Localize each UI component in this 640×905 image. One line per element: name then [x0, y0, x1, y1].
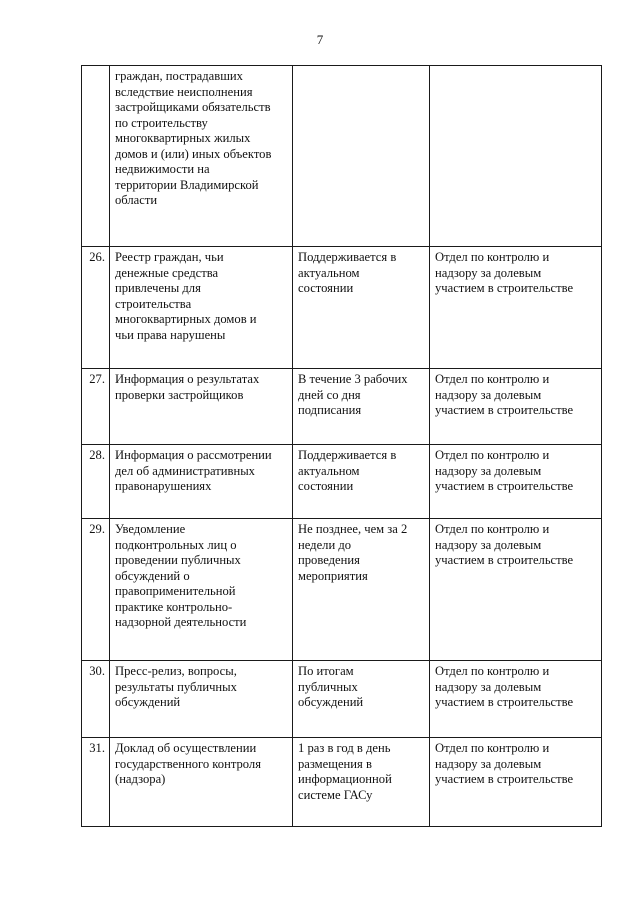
row-term: По итогам публичных обсуждений — [293, 661, 430, 738]
row-number: 28. — [82, 445, 110, 519]
row-department: Отдел по контролю и надзору за долевым участием в строительстве — [430, 247, 602, 369]
info-table — [81, 65, 602, 827]
row-term — [293, 66, 430, 247]
row-department: Отдел по контролю и надзору за долевым участием в строительстве — [430, 445, 602, 519]
row-name: Информация о результатах проверки застройщиков — [110, 369, 293, 445]
table-row — [82, 369, 602, 445]
row-number — [82, 66, 110, 247]
row-term: Не позднее, чем за 2 недели до проведения мероприятия — [293, 519, 430, 661]
row-number: 30. — [82, 661, 110, 738]
row-number: 27. — [82, 369, 110, 445]
row-name: Доклад об осуществлении государственного контроля (надзора) — [110, 738, 293, 827]
table-row — [82, 247, 602, 369]
row-name: Информация о рассмотрении дел об административных правонарушениях — [110, 445, 293, 519]
table-row — [82, 738, 602, 827]
row-number: 26. — [82, 247, 110, 369]
row-number: 29. — [82, 519, 110, 661]
row-department: Отдел по контролю и надзору за долевым участием в строительстве — [430, 519, 602, 661]
row-number: 31. — [82, 738, 110, 827]
row-department: Отдел по контролю и надзору за долевым участием в строительстве — [430, 738, 602, 827]
table-row — [82, 445, 602, 519]
row-department — [430, 66, 602, 247]
table-row — [82, 66, 602, 247]
row-term: В течение 3 рабочих дней со дня подписания — [293, 369, 430, 445]
row-department: Отдел по контролю и надзору за долевым участием в строительстве — [430, 661, 602, 738]
row-term: 1 раз в год в день размещения в информационной системе ГАСу — [293, 738, 430, 827]
row-term: Поддерживается в актуальном состоянии — [293, 247, 430, 369]
row-name: граждан, пострадавших вследствие неисполнения застройщиками обязательств по строительству многоквартирных жилых домов и (или) иных объектов недвижимости на территории Владимирской области — [110, 66, 293, 247]
row-name: Реестр граждан, чьи денежные средства привлечены для строительства многоквартирных домов и чьи права нарушены — [110, 247, 293, 369]
table-row — [82, 519, 602, 661]
page-number: 7 — [316, 32, 324, 47]
row-department: Отдел по контролю и надзору за долевым участием в строительстве — [430, 369, 602, 445]
table-row — [82, 661, 602, 738]
row-name: Уведомление подконтрольных лиц о проведении публичных обсуждений о правоприменительной практике контрольно- надзорной деятельности — [110, 519, 293, 661]
row-name: Пресс-релиз, вопросы, результаты публичных обсуждений — [110, 661, 293, 738]
row-term: Поддерживается в актуальном состоянии — [293, 445, 430, 519]
